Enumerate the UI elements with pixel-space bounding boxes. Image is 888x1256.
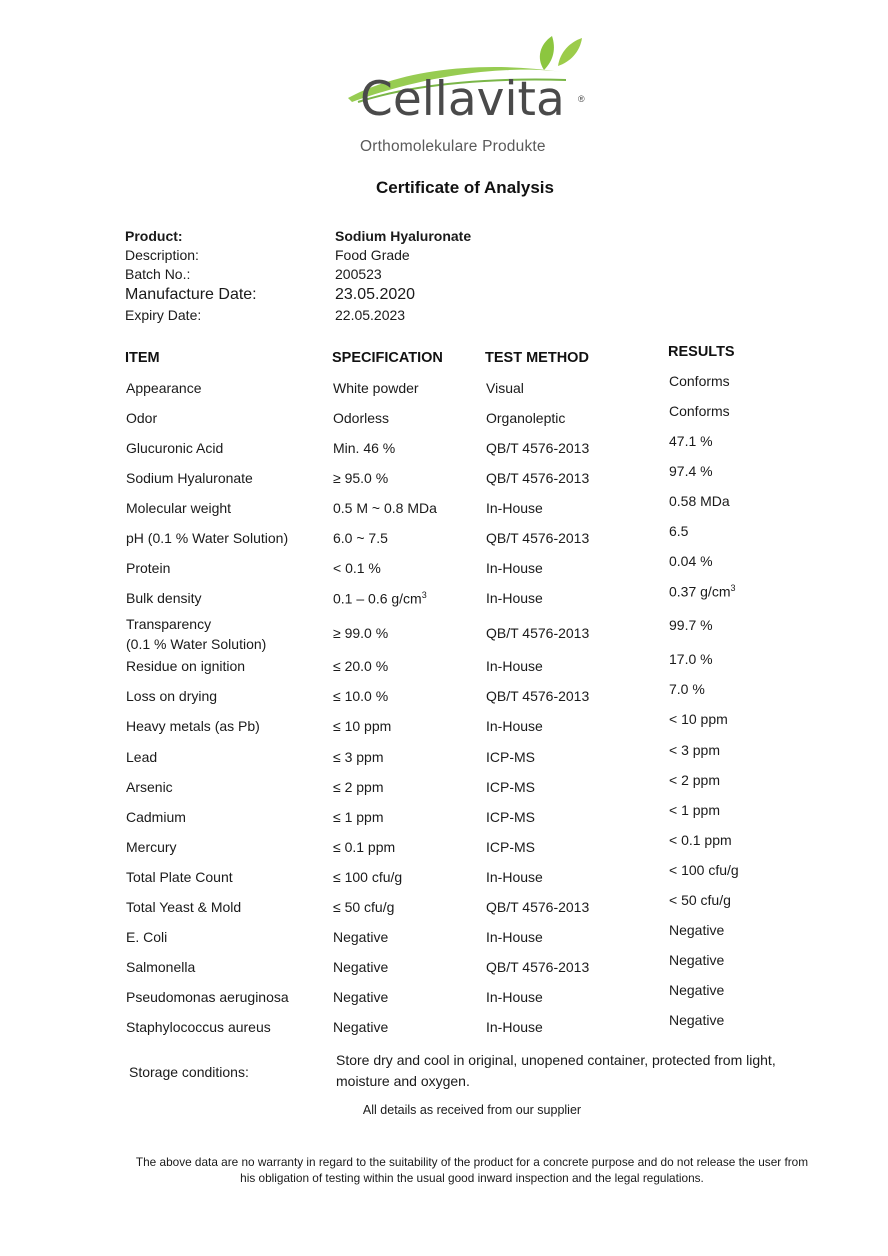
spec-cell: ≤ 1 ppm [333, 809, 384, 825]
method-cell: Organoleptic [486, 410, 566, 426]
method-cell: In-House [486, 989, 543, 1005]
result-cell: 17.0 % [669, 651, 713, 667]
result-cell: 99.7 % [669, 617, 713, 633]
info-value: 22.05.2023 [335, 307, 406, 323]
method-cell: Visual [486, 380, 524, 396]
result-cell: 6.5 [669, 523, 689, 539]
spec-cell: Negative [333, 1019, 389, 1035]
item-cell: Bulk density [126, 590, 202, 606]
info-value: 23.05.2020 [335, 286, 416, 303]
item-cell: Total Plate Count [126, 869, 233, 885]
spec-cell: ≤ 2 ppm [333, 779, 384, 795]
method-cell: QB/T 4576-2013 [486, 470, 590, 486]
method-cell: In-House [486, 869, 543, 885]
spec-cell: ≤ 50 cfu/g [333, 899, 395, 915]
result-cell: < 50 cfu/g [669, 892, 731, 908]
item-cell: Protein [126, 560, 171, 576]
spec-cell: Negative [333, 989, 389, 1005]
result-cell: 47.1 % [669, 433, 713, 449]
registered-mark: ® [578, 94, 585, 104]
result-cell: < 0.1 ppm [669, 832, 732, 848]
storage-label: Storage conditions: [129, 1064, 249, 1080]
info-label: Batch No.: [125, 266, 191, 282]
info-value: 200523 [335, 266, 382, 282]
item-cell: Molecular weight [126, 500, 232, 516]
item-cell: Cadmium [126, 809, 186, 825]
info-label: Manufacture Date: [125, 286, 257, 303]
result-cell: 7.0 % [669, 681, 705, 697]
spec-cell: 6.0 ~ 7.5 [333, 530, 388, 546]
method-cell: In-House [486, 1019, 543, 1035]
method-cell: QB/T 4576-2013 [486, 530, 590, 546]
item-cell: Residue on ignition [126, 658, 246, 674]
spec-cell: 0.1 – 0.6 $g/cm^3$ [333, 590, 427, 607]
result-cell: < 100 cfu/g [669, 862, 739, 878]
item-cell: pH (0.1 % Water Solution) [126, 530, 289, 546]
method-cell: QB/T 4576-2013 [486, 625, 590, 641]
result-cell: Negative [669, 982, 725, 998]
spec-cell: ≤ 3 ppm [333, 749, 384, 765]
result-cell: 0.58 MDa [669, 493, 730, 509]
item-cell: Loss on drying [126, 688, 218, 704]
method-cell: QB/T 4576-2013 [486, 440, 590, 456]
info-label: Expiry Date: [125, 307, 202, 323]
item-cell: Pseudomonas aeruginosa [126, 989, 289, 1005]
item-cell: Sodium Hyaluronate [126, 470, 253, 486]
result-cell: Negative [669, 952, 725, 968]
method-cell: ICP-MS [486, 779, 535, 795]
item-cell-line2: (0.1 % Water Solution) [126, 636, 267, 652]
item-cell: Heavy metals (as Pb) [126, 718, 260, 734]
info-label: Description: [125, 247, 199, 263]
item-cell: E. Coli [126, 929, 168, 945]
spec-cell: Min. 46 % [333, 440, 396, 456]
spec-cell: ≤ 10.0 % [333, 688, 389, 704]
method-cell: QB/T 4576-2013 [486, 688, 590, 704]
document-title: Certificate of Analysis [376, 178, 554, 197]
leaf-icon [540, 36, 554, 70]
result-cell: Conforms [669, 403, 730, 419]
item-cell: Lead [126, 749, 158, 765]
disclaimer: The above data are no warranty in regard to the suitability of the product for a concrete purpose and do not release the user from his obligation of testing within the usual good inward inspection and the legal regulations. [135, 1155, 809, 1185]
storage-text: Store dry and cool in original, unopened container, protected from light, moisture and oxygen. [336, 1052, 776, 1089]
spec-cell: ≤ 100 cfu/g [333, 869, 403, 885]
item-cell: Glucuronic Acid [126, 440, 224, 456]
spec-cell: Negative [333, 959, 389, 975]
method-cell: In-House [486, 929, 543, 945]
info-value: Sodium Hyaluronate [335, 228, 472, 244]
method-cell: QB/T 4576-2013 [486, 959, 590, 975]
result-cell: < 3 ppm [669, 742, 720, 758]
spec-cell: ≤ 10 ppm [333, 718, 392, 734]
spec-cell: White powder [333, 380, 419, 396]
result-cell: 0.04 % [669, 553, 713, 569]
header-test-method: TEST METHOD [485, 350, 589, 366]
spec-cell: ≥ 95.0 % [333, 470, 389, 486]
item-cell: Staphylococcus aureus [126, 1019, 271, 1035]
brand-tagline: Orthomolekulare Produkte [360, 138, 546, 155]
item-cell: Arsenic [126, 779, 173, 795]
result-cell: Negative [669, 1012, 725, 1028]
method-cell: ICP-MS [486, 809, 535, 825]
result-cell: < 2 ppm [669, 772, 720, 788]
item-cell: Salmonella [126, 959, 196, 975]
leaf-icon [558, 38, 582, 66]
header-item: ITEM [125, 350, 160, 366]
spec-cell: ≤ 0.1 ppm [333, 839, 396, 855]
result-cell: 97.4 % [669, 463, 713, 479]
method-cell: In-House [486, 590, 543, 606]
spec-cell: ≤ 20.0 % [333, 658, 389, 674]
method-cell: In-House [486, 718, 543, 734]
info-label: Product: [125, 228, 183, 244]
spec-cell: ≥ 99.0 % [333, 625, 389, 641]
result-cell: Conforms [669, 373, 730, 389]
method-cell: ICP-MS [486, 749, 535, 765]
result-cell: < 10 ppm [669, 711, 728, 727]
header-specification: SPECIFICATION [332, 350, 443, 366]
method-cell: In-House [486, 560, 543, 576]
item-cell: Total Yeast & Mold [126, 899, 242, 915]
spec-cell: Negative [333, 929, 389, 945]
spec-cell: Odorless [333, 410, 390, 426]
item-cell: Odor [126, 410, 158, 426]
result-cell: 0.37 $g/cm^3$ [669, 583, 736, 600]
item-cell: Transparency [126, 616, 212, 632]
item-cell: Mercury [126, 839, 177, 855]
info-value: Food Grade [335, 247, 410, 263]
result-cell: < 1 ppm [669, 802, 720, 818]
spec-cell: 0.5 M ~ 0.8 MDa [333, 500, 437, 516]
method-cell: QB/T 4576-2013 [486, 899, 590, 915]
brand-name: Cellavita [360, 72, 565, 127]
item-cell: Appearance [126, 380, 202, 396]
method-cell: In-House [486, 658, 543, 674]
result-cell: Negative [669, 922, 725, 938]
method-cell: In-House [486, 500, 543, 516]
header-results: RESULTS [668, 344, 735, 360]
method-cell: ICP-MS [486, 839, 535, 855]
spec-cell: < 0.1 % [333, 560, 381, 576]
supplier-note: All details as received from our supplier [362, 1103, 582, 1117]
